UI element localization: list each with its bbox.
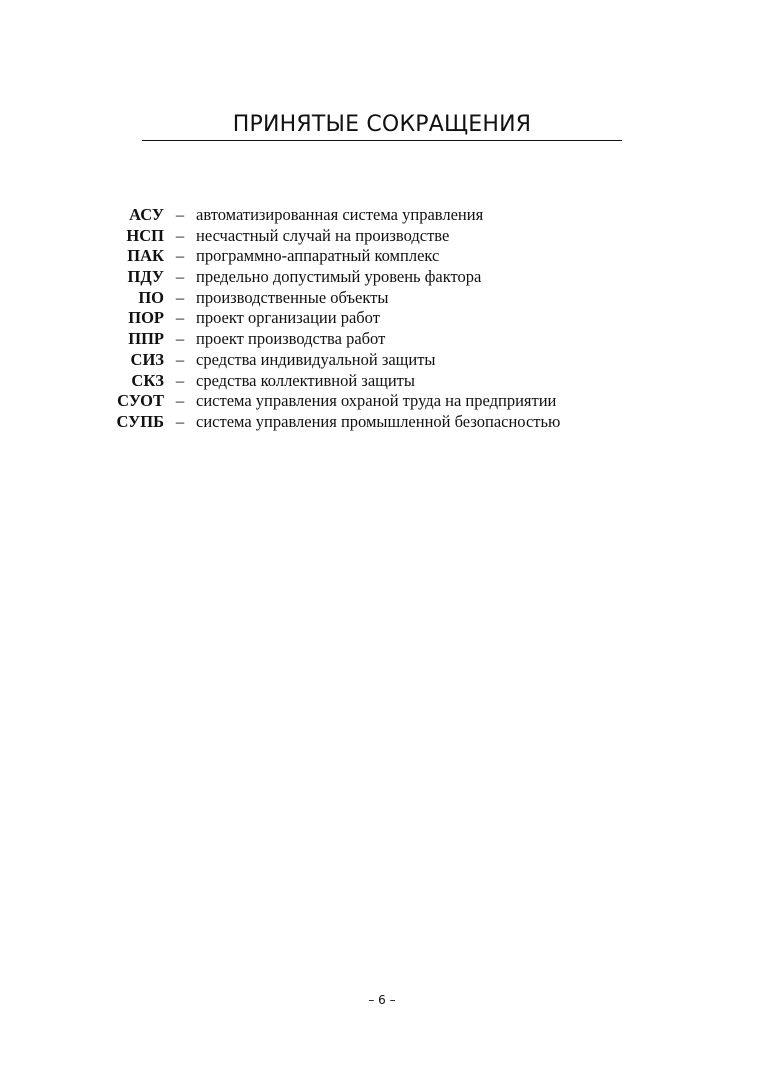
abbreviation-definition: автоматизированная система управления <box>196 205 484 224</box>
abbreviation-row <box>100 371 660 392</box>
abbreviation-row <box>100 205 660 226</box>
abbreviation-dash: – <box>175 287 185 307</box>
title-underline <box>142 140 622 141</box>
abbreviation-row <box>100 288 660 309</box>
abbreviation-dash: – <box>175 349 185 369</box>
abbreviation-dash: – <box>175 267 185 287</box>
abbreviation-list <box>100 205 660 433</box>
abbreviation-definition: проект производства работ <box>196 329 386 349</box>
abbreviation-term: СИЗ <box>130 349 164 369</box>
abbreviation-row <box>100 267 660 288</box>
abbreviation-term: ППР <box>128 329 164 349</box>
abbreviation-row <box>100 308 660 329</box>
abbreviation-dash: – <box>175 225 185 245</box>
abbreviation-row <box>100 329 660 350</box>
abbreviation-dash: – <box>175 370 185 390</box>
abbreviation-definition: предельно допустимый уровень фактора <box>196 267 482 287</box>
abbreviation-row <box>100 226 660 247</box>
abbreviation-row <box>100 246 660 267</box>
abbreviation-dash: – <box>175 205 185 224</box>
abbreviation-definition: программно-аппаратный комплекс <box>196 246 440 266</box>
abbreviation-term: ПО <box>138 287 164 307</box>
abbreviation-term: ПОР <box>128 308 164 328</box>
abbreviation-definition: производственные объекты <box>196 287 389 307</box>
abbreviation-dash: – <box>175 246 185 266</box>
page-title: ПРИНЯТЫЕ СОКРАЩЕНИЯ <box>232 112 532 137</box>
abbreviation-term: АСУ <box>129 205 164 224</box>
abbreviation-term: НСП <box>126 225 164 245</box>
abbreviation-term: СКЗ <box>131 370 164 390</box>
abbreviation-row <box>100 391 660 412</box>
page-number: – 6 – <box>368 993 396 1007</box>
abbreviation-definition: система управления охраной труда на предприятии <box>196 391 557 411</box>
abbreviation-definition: проект организации работ <box>196 308 380 328</box>
abbreviation-row <box>100 412 660 433</box>
abbreviation-definition: средства индивидуальной защиты <box>196 349 436 369</box>
abbreviation-definition: система управления промышленной безопасностью <box>196 411 561 431</box>
abbreviation-term: СУОТ <box>117 391 164 411</box>
abbreviation-dash: – <box>175 391 185 411</box>
abbreviation-definition: несчастный случай на производстве <box>196 225 450 245</box>
abbreviation-term: ПДУ <box>127 267 164 287</box>
abbreviation-term: СУПБ <box>116 411 164 431</box>
abbreviation-dash: – <box>175 411 185 431</box>
abbreviation-definition: средства коллективной защиты <box>196 370 415 390</box>
abbreviation-row <box>100 350 660 371</box>
abbreviation-dash: – <box>175 308 185 328</box>
abbreviation-dash: – <box>175 329 185 349</box>
abbreviation-term: ПАК <box>127 246 164 266</box>
